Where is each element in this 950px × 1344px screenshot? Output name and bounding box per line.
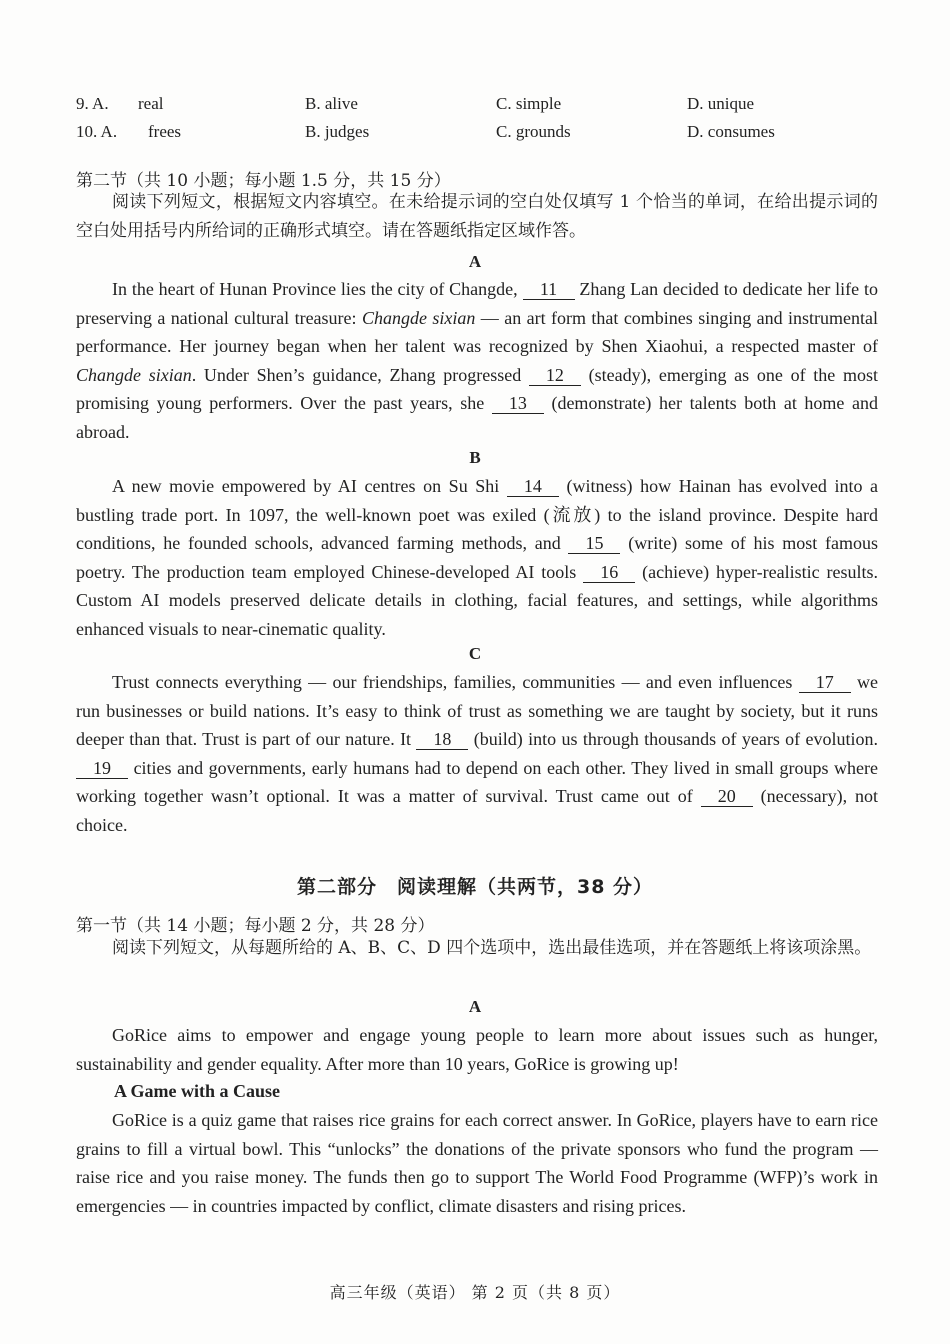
passage-b-letter: B	[469, 448, 481, 467]
blank-19: 19	[76, 758, 128, 779]
section-2-instructions: 阅读下列短文，根据短文内容填空。在未给提示词的空白处仅填写 1 个恰当的单词，在给出提示词的空白处用括号内所给词的正确形式填空。请在答题纸指定区域作答。	[76, 192, 878, 241]
reading-a-subheading: A Game with a Cause	[114, 1081, 280, 1101]
blank-14: 14	[507, 476, 559, 497]
q9-number: 9. A.	[76, 94, 109, 113]
passage-b-text: A new movie empowered by AI centres on Su Shi 14 (witness) how Hainan has evolved into a bustling trade port. In 1097, the well-known poet was exiled (流放) to the island province. Despite hard conditions, he founded schools, advanced farming methods, and 15 (write) some of his most famous poetry. The production team employed Chinese-developed AI tools 16 (achieve) hyper-realistic results. Custom AI models preserved delicate details in clothing, facial features, and settings, while algorithms enhanced visuals to near-cinematic quality.	[76, 476, 879, 639]
q9-option-b: B. alive	[305, 94, 358, 113]
blank-17: 17	[799, 672, 851, 693]
passage-c-text: Trust connects everything — our friendships, families, communities — and even influences 17 we run businesses or build nations. It’s easy to think of trust as something we are taught by society, but it runs deeper than that. Trust is part of our nature. It 18 (build) into us through thousands of years of evolution. 19 cities and governments, early humans had to depend on each other. They lived in small groups where working together wasn’t optional. It was a matter of survival. Trust came out of 20 (necessary), not choice.	[76, 672, 879, 835]
part-2-title: 第二部分 阅读理解（共两节，38 分）	[296, 876, 654, 898]
question-10-options	[76, 122, 876, 148]
passage-c-letter: C	[468, 644, 482, 663]
blank-16: 16	[583, 562, 635, 583]
passage-a-text: In the heart of Hunan Province lies the city of Changde, 11 Zhang Lan decided to dedicate her life to preserving a national cultural treasure: Changde sixian — an art form that combines singing and instrumental performance. Her journey began when her talent was recognized by Shen Xiaohui, a respected master of Changde sixian. Under Shen’s guidance, Zhang progressed 12 (steady), emerging as one of the most promising young performers. Over the past years, she 13 (demonstrate) her talents both at home and abroad.	[76, 279, 879, 442]
q10-number: 10. A.	[76, 122, 118, 141]
q10-option-a: frees	[148, 122, 182, 141]
blank-20: 20	[701, 786, 753, 807]
reading-a-paragraph-1: GoRice aims to empower and engage young people to learn more about issues such as hunger, sustainability and gender equality. After more than 10 years, GoRice is growing up!	[76, 1025, 878, 1074]
q10-option-b: B. judges	[305, 122, 370, 141]
reading-a-letter: A	[468, 997, 482, 1016]
blank-18: 18	[416, 729, 468, 750]
passage-a-letter: A	[468, 252, 482, 271]
part-2-instructions: 阅读下列短文，从每题所给的 A、B、C、D 四个选项中，选出最佳选项，并在答题纸上将该项涂黑。	[112, 938, 872, 958]
blank-13: 13	[492, 393, 544, 414]
blank-15: 15	[568, 533, 620, 554]
section-2-header: 第二节（共 10 小题；每小题 1.5 分，共 15 分）	[76, 171, 451, 191]
reading-a-paragraph-2: GoRice is a quiz game that raises rice grains for each correct answer. In GoRice, players have to earn rice grains to fill a virtual bowl. This “unlocks” the donations of the private sponsors who fund the program — raise rice and you raise money. The funds then go to support The World Food Programme (WFP)’s work in emergencies — in countries impacted by conflict, climate disasters and rising prices.	[76, 1110, 878, 1216]
q10-option-d: D. consumes	[687, 122, 775, 141]
q9-option-c: C. simple	[496, 94, 562, 113]
part-2-section-1-header: 第一节（共 14 小题；每小题 2 分，共 28 分）	[76, 916, 435, 936]
q9-option-a: real	[138, 94, 164, 113]
q9-option-d: D. unique	[687, 94, 755, 113]
page-footer: 高三年级（英语） 第 2 页（共 8 页）	[329, 1283, 621, 1302]
q10-option-c: C. grounds	[496, 122, 571, 141]
question-9-options	[76, 94, 876, 120]
blank-11: 11	[523, 279, 575, 300]
blank-12: 12	[529, 365, 581, 386]
